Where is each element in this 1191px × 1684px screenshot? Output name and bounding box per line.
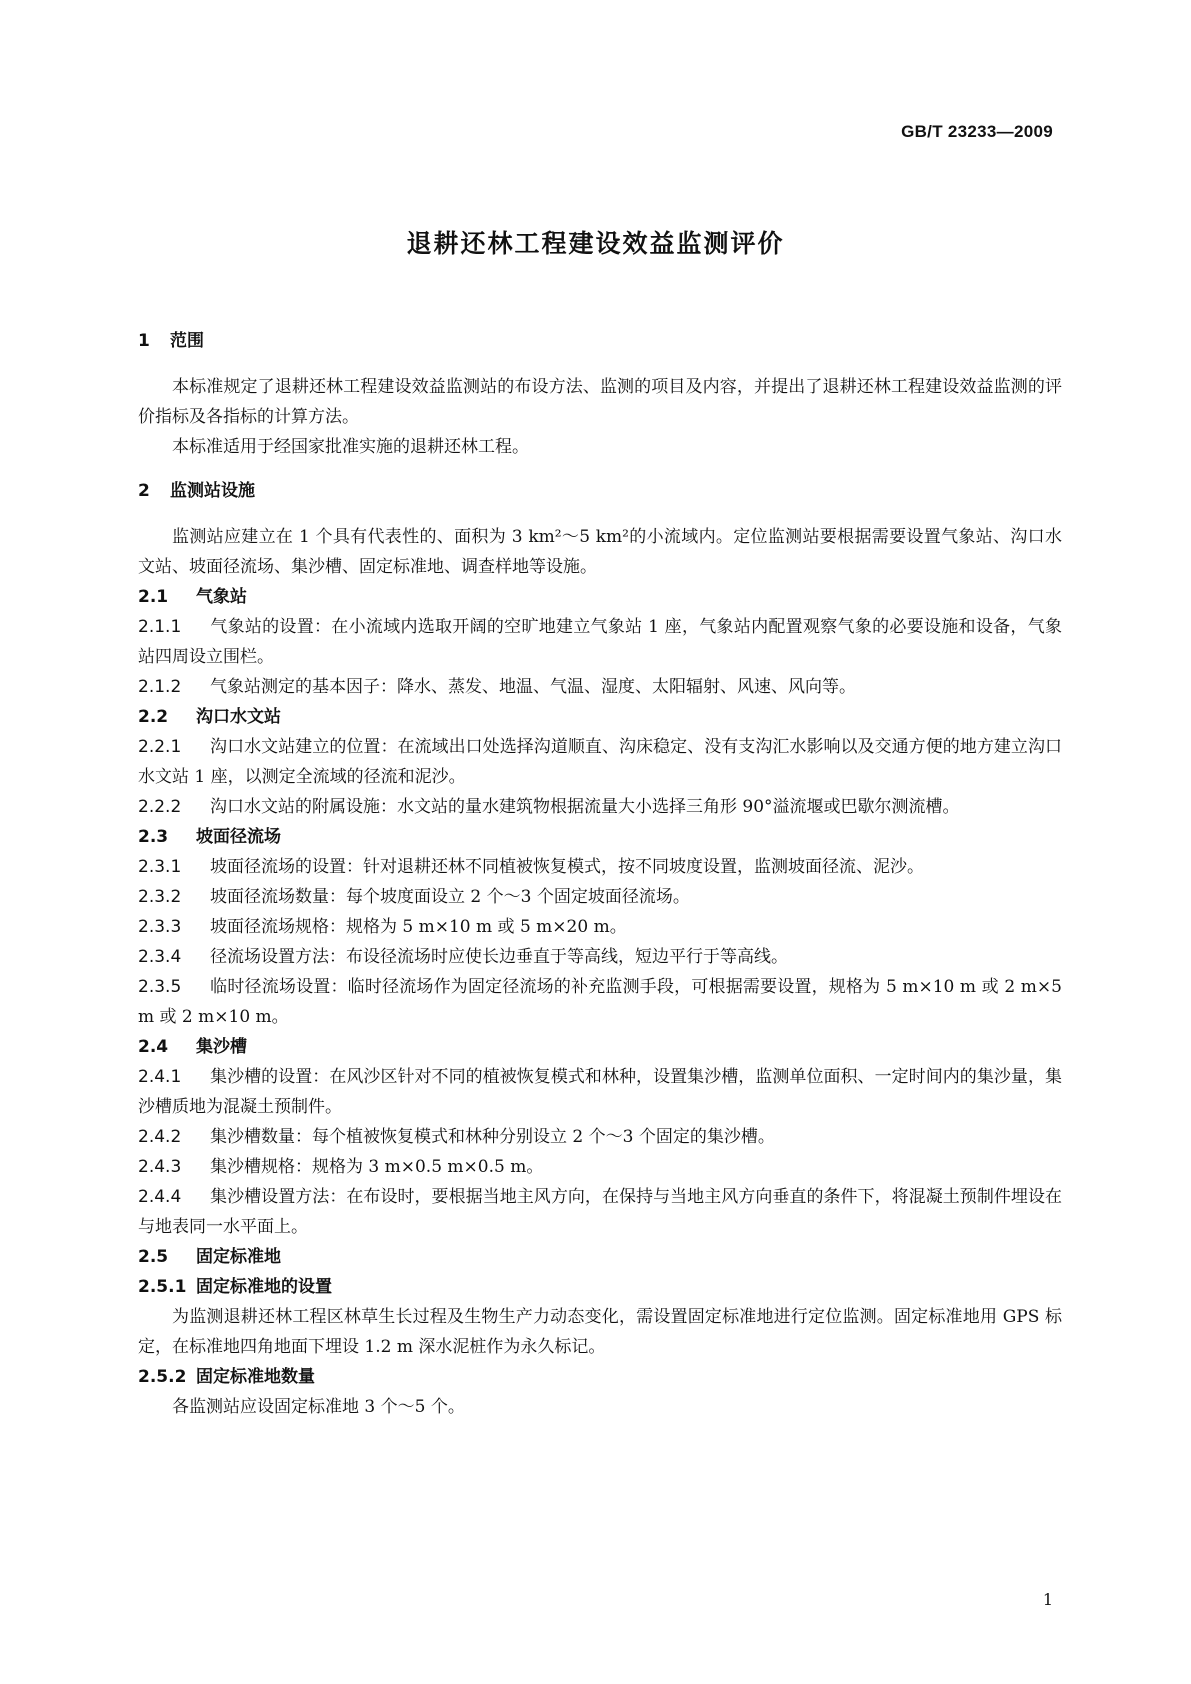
clause-number: 2.3.5 [138,977,182,997]
clause-text: 坡面径流场的设置：针对退耕还林不同植被恢复模式，按不同坡度设置，监测坡面径流、泥沙。 [210,857,924,877]
paragraph: 本标准适用于经国家批准实施的退耕还林工程。 [172,437,529,457]
clause-number: 2.3.3 [138,917,182,937]
subsection-2-5-2-heading [138,1362,1062,1392]
subsection-title: 气象站 [196,587,247,607]
clause-2-4-2 [138,1122,1062,1152]
clause-2-3-5 [138,972,1062,1032]
subsection-number: 2.5 [138,1247,169,1267]
subsection-2-1-heading [138,582,1062,612]
clause-text: 沟口水文站的附属设施：水文站的量水建筑物根据流量大小选择三角形 90°溢流堰或巴歇尔测流槽。 [210,797,960,817]
clause-2-3-4 [138,942,1062,972]
clause-text: 径流场设置方法：布设径流场时应使长边垂直于等高线，短边平行于等高线。 [210,947,788,967]
clause-number: 2.2.1 [138,737,182,757]
subsection-title: 坡面径流场 [196,827,281,847]
clause-number: 2.3.4 [138,947,182,967]
subsection-number: 2.3 [138,827,169,847]
section-title: 监测站设施 [170,481,255,501]
paragraph: 各监测站应设固定标准地 3 个～5 个。 [172,1397,465,1417]
section-2-heading [138,476,1062,506]
clause-2-3-2 [138,882,1062,912]
subsection-number: 2.5.2 [138,1367,187,1387]
clause-text: 坡面径流场数量：每个坡度面设立 2 个～3 个固定坡面径流场。 [210,887,690,907]
clause-text: 集沙槽规格：规格为 3 m×0.5 m×0.5 m。 [210,1157,544,1177]
paragraph: 监测站应建立在 1 个具有代表性的、面积为 3 km²～5 km²的小流域内。定位监测站要根据需要设置气象站、沟口水文站、坡面径流场、集沙槽、固定标准地、调查样地等设施。 [138,527,1062,577]
clause-number: 2.1.2 [138,677,182,697]
clause-text: 坡面径流场规格：规格为 5 m×10 m 或 5 m×20 m。 [210,917,627,937]
subsection-title: 固定标准地 [196,1247,281,1267]
section-number: 1 [138,331,150,351]
clause-number: 2.1.1 [138,617,182,637]
subsection-2-2-heading [138,702,1062,732]
section-1-heading [138,326,1062,356]
clause-number: 2.3.1 [138,857,182,877]
subsection-2-5-heading [138,1242,1062,1272]
paragraph: 本标准规定了退耕还林工程建设效益监测站的布设方法、监测的项目及内容，并提出了退耕还林工程建设效益监测的评价指标及各指标的计算方法。 [138,377,1062,427]
page-number: 1 [1042,1590,1053,1609]
document-title: 退耕还林工程建设效益监测评价 [406,229,785,258]
subsection-title: 集沙槽 [196,1037,247,1057]
clause-2-3-1 [138,852,1062,882]
subsection-2-3-heading [138,822,1062,852]
clause-number: 2.4.2 [138,1127,182,1147]
clause-2-4-3 [138,1152,1062,1182]
clause-text: 沟口水文站建立的位置：在流域出口处选择沟道顺直、沟床稳定、没有支沟汇水影响以及交通方便的地方建立沟口水文站 1 座，以测定全流域的径流和泥沙。 [138,737,1062,787]
clause-number: 2.4.1 [138,1067,182,1087]
clause-text: 临时径流场设置：临时径流场作为固定径流场的补充监测手段，可根据需要设置，规格为 5 m×10 m 或 2 m×5 m 或 2 m×10 m。 [138,977,1062,1027]
subsection-2-5-1-heading [138,1272,1062,1302]
subsection-title: 固定标准地数量 [196,1367,315,1387]
subsection-number: 2.5.1 [138,1277,187,1297]
paragraph: 为监测退耕还林工程区林草生长过程及生物生产力动态变化，需设置固定标准地进行定位监测。固定标准地用 GPS 标定，在标准地四角地面下埋设 1.2 m 深水泥桩作为永久标记。 [138,1307,1062,1357]
subsection-2-4-heading [138,1032,1062,1062]
clause-2-4-4 [138,1182,1062,1242]
clause-number: 2.2.2 [138,797,182,817]
clause-2-2-1 [138,732,1062,792]
clause-number: 2.4.4 [138,1187,182,1207]
clause-2-2-2 [138,792,1062,822]
clause-2-1-2 [138,672,1062,702]
clause-text: 气象站的设置：在小流域内选取开阔的空旷地建立气象站 1 座，气象站内配置观察气象的必要设施和设备，气象站四周设立围栏。 [138,617,1062,667]
subsection-number: 2.2 [138,707,169,727]
clause-number: 2.3.2 [138,887,182,907]
clause-number: 2.4.3 [138,1157,182,1177]
document-body [138,326,1062,1422]
section-number: 2 [138,481,150,501]
clause-text: 集沙槽数量：每个植被恢复模式和林种分别设立 2 个～3 个固定的集沙槽。 [210,1127,775,1147]
subsection-number: 2.1 [138,587,169,607]
subsection-title: 沟口水文站 [196,707,281,727]
section-title: 范围 [170,331,204,351]
clause-text: 气象站测定的基本因子：降水、蒸发、地温、气温、湿度、太阳辐射、风速、风向等。 [210,677,856,697]
clause-2-4-1 [138,1062,1062,1122]
clause-text: 集沙槽的设置：在风沙区针对不同的植被恢复模式和林种，设置集沙槽，监测单位面积、一定时间内的集沙量，集沙槽质地为混凝土预制件。 [138,1067,1062,1117]
clause-text: 集沙槽设置方法：在布设时，要根据当地主风方向，在保持与当地主风方向垂直的条件下，将混凝土预制件埋设在与地表同一水平面上。 [138,1187,1062,1237]
subsection-title: 固定标准地的设置 [196,1277,332,1297]
standard-number: GB/T 23233—2009 [901,122,1053,141]
clause-2-1-1 [138,612,1062,672]
subsection-number: 2.4 [138,1037,169,1057]
clause-2-3-3 [138,912,1062,942]
